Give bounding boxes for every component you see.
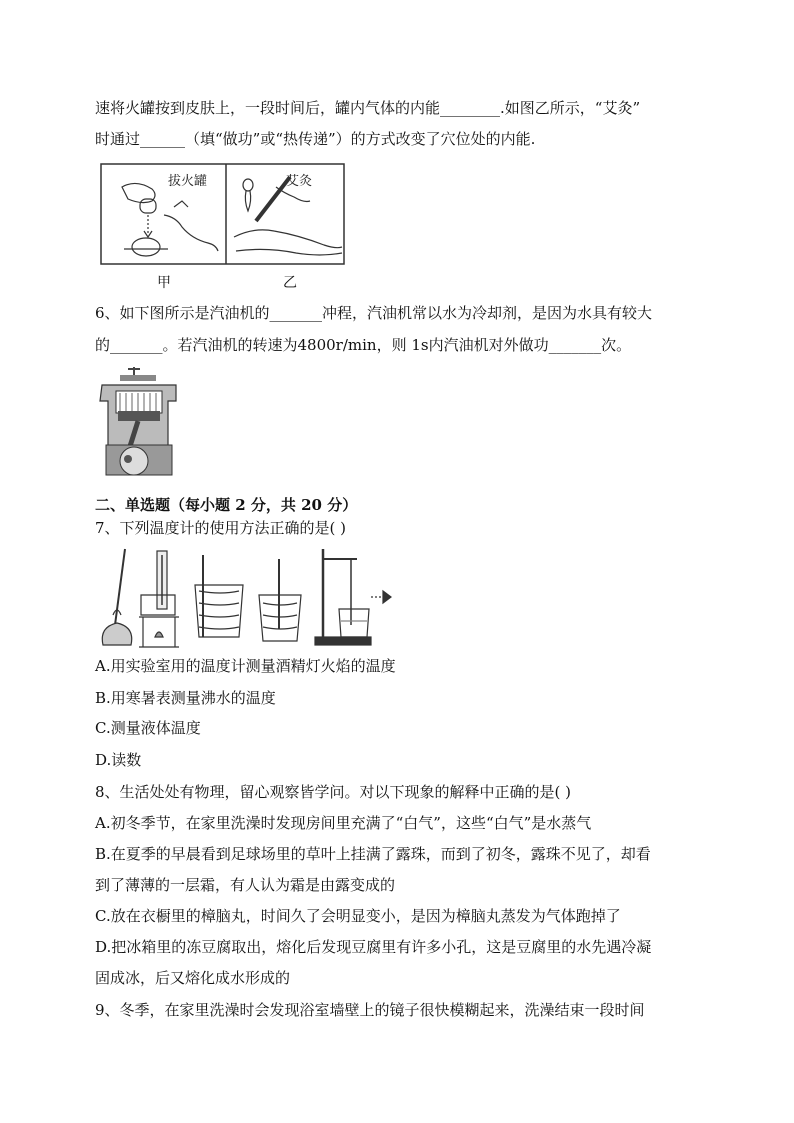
q8-option-a: A.初冬季节，在家里洗澡时发现房间里充满了“白气”，这些“白气”是水蒸气 [95,814,592,832]
q7-stem: 7、下列温度计的使用方法正确的是( ) [95,519,347,537]
q7-option-b: B.用寒暑表测量沸水的温度 [95,689,276,707]
q8-option-c: C.放在衣橱里的樟脑丸，时间久了会明显变小，是因为樟脑丸蒸发为气体跑掉了 [95,907,621,925]
q8-option-b-line1: B.在夏季的早晨看到足球场里的草叶上挂满了露珠，而到了初冬，露珠不见了，却看 [95,845,651,863]
q5-line2: 时通过______（填“做功”或“热传递”）的方式改变了穴位处的内能. [95,130,536,148]
q5-line1: 速将火罐按到皮肤上，一段时间后，罐内气体的内能________.如图乙所示，“艾灸” [95,99,641,117]
caption-yi: 乙 [283,275,297,291]
caption-jia: 甲 [157,275,171,291]
thermometer-options-figure [95,545,395,650]
q8-option-b-line2: 到了薄薄的一层霜，有人认为霜是由露变成的 [95,876,396,894]
q6-line1: 6、如下图所示是汽油机的_______冲程，汽油机常以水为冷却剂，是因为水具有较大 [95,304,653,322]
q7-option-c: C.测量液体温度 [95,719,201,737]
q6-line2: 的_______。若汽油机的转速为4800r/min，则 1s内汽油机对外做功_______次。 [95,336,632,354]
q8-stem: 8、生活处处有物理，留心观察皆学问。对以下现象的解释中正确的是( ) [95,783,572,801]
engine-cylinder-figure [98,365,180,483]
q7-option-d: D.读数 [95,751,142,769]
cupping-moxibustion-figure [100,163,345,265]
section-heading: 二、单选题（每小题 2 分，共 20 分） [95,496,358,514]
cupping-label: 拔火罐 [168,174,208,189]
q8-option-d-line2: 固成冰，后又熔化成水形成的 [95,969,291,987]
q9-stem: 9、冬季，在家里洗澡时会发现浴室墙壁上的镜子很快模糊起来，洗澡结束一段时间 [95,1001,645,1019]
q8-option-d-line1: D.把冰箱里的冻豆腐取出，熔化后发现豆腐里有许多小孔，这是豆腐里的水先遇冷凝 [95,938,652,956]
moxibustion-label: 艾灸 [286,174,313,189]
q7-option-a: A.用实验室用的温度计测量酒精灯火焰的温度 [95,657,396,675]
